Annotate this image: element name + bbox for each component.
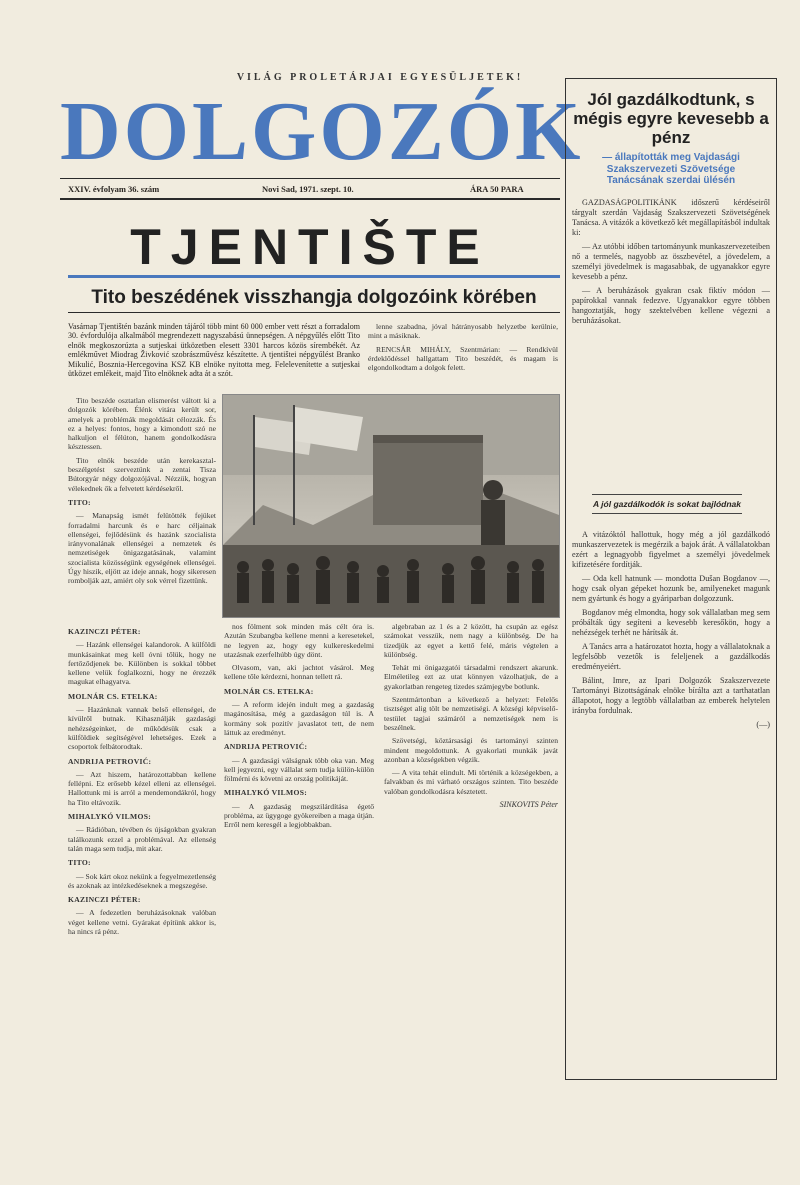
column-2-bottom xyxy=(224,622,374,834)
paragraph: — A beruházások gyakran csak fiktív módon — papírokkal vannak fedezve. Ugyanakkor egyre többen hangoztatják, hogy szektelvében kellene végezni a beruházásokat. xyxy=(572,286,770,325)
paragraph: Szövetségi, köztársasági és tartományi szinten mindent megoldottunk. A gyakorlati munkák javát azonban a községekben végzik. xyxy=(384,736,558,764)
header-rule-bottom xyxy=(60,198,560,200)
paragraph: — A gazdasági válságnak több oka van. Meg kell jegyezni, egy vállalat sem tudja külön-külön fölmérni és követni az ország politikáját. xyxy=(224,755,374,784)
speaker-name: TITO: xyxy=(68,497,91,507)
paragraph: Olvasom, van, aki jachtot vásárol. Meg kellene tőle kérdezni, honnan tellett rá. xyxy=(224,663,374,682)
speaker-name: ANDRIJA PETROVIĆ: xyxy=(224,742,308,752)
paragraph: — Azt hiszem, határozottabban kellene fellépni. Ez erősebb kézel elleni az ellenségei. Hallottunk mi is arról a mendemondákról, hogy ha Tito eltávozik. xyxy=(68,769,216,807)
paragraph: — Az utóbbi időben tartományunk munkaszervezeteiben nő a termelés, nagyobb az összbevétel, a jövedelem, a személyi jövedelmek is magasabbak, de ugyanakkor egyre kevesebb a pénz. xyxy=(572,242,770,281)
paragraph: — Manapság ismét felütötték fejüket forradalmi harcunk és e harc céljainak ellenségei, fejlődésünk és hazánk szocialista irányvonalának ellenségei a nemzetek és nemzetiségek önigazgatásának, valamint szocialista közösségünk egységének ellenségei. Úgy hiszik, eljött az ideje annak, hogy sikeresen rombolják azt, amiért oly sok vérrel fizettünk. xyxy=(68,511,216,586)
column-1-top xyxy=(68,396,216,590)
speaker-name: MIHALYKÓ VILMOS: xyxy=(224,788,308,798)
motto: VILÁG PROLETÁRJAI EGYESÜLJETEK! xyxy=(236,72,524,83)
speaker-name: ANDRIJA PETROVIĆ: xyxy=(68,756,152,766)
column-3-top xyxy=(368,322,558,376)
speaker-name: MIHALYKÓ VILMOS: xyxy=(68,812,152,822)
paragraph: — A fedezetlen beruházásoknak valóban véget kellene vetni. Gyárakat építünk akkor is, ha nincs rá pénz. xyxy=(68,908,216,937)
sidebar-subtitle: — állapították meg Vajdasági Szakszervezeti Szövetsége Tanácsának szerdai ülésén xyxy=(602,152,740,186)
paragraph: nos fölment sok minden más célt óra is. Azután Szubangba kellene menni a keresetekel, ne legyen az, hogy egy kulkereskedelmi utazásnak ezerfelhúbb úgy dönt. xyxy=(224,622,374,659)
column-1-bottom xyxy=(68,622,216,940)
paragraph: Bogdanov még elmondta, hogy sok vállalatban meg sem próbálták úgy segíteni a kevesebb keresőkön, hogy a nehézségek terhét ne hárítsák át. xyxy=(572,608,770,637)
paragraph: Bálint, Imre, az Ipari Dolgozók Szakszervezete Tartományi Bizottságának elnöke bírálta azt a tarthatatlan állapotot, hogy a legtöbb vállalatban az emberek helytelen irányba fordulnak. xyxy=(572,676,770,715)
sidebar-inset-heading: A jól gazdálkodók is sokat bajlódnak xyxy=(592,494,742,514)
masthead xyxy=(60,85,584,178)
headline: TJENTIŠTE xyxy=(130,219,490,275)
paragraph: — A reform idején indult meg a gazdaság magánosítása, még a gazdaságon túl is. A kormány sok pozitív javaslatot tett, de nem láttuk az eredményt. xyxy=(224,700,374,737)
paragraph: Tito elnök beszéde után kerekasztal-beszélgetést szerveztünk a zentai Tisza Bútorgyár négy dolgozójával. Nézzük, hogyan vélekednek ők a felvetett kérdésekről. xyxy=(68,455,216,493)
paragraph: Szentmártonban a következő a helyzet: Felelős tisztséget alig tölt be nemzetiségi. A községi képviselő-testület tagjai számáról a nemzetiségek nem is beszélnek. xyxy=(384,695,558,732)
sidebar-column-bottom xyxy=(572,530,770,1070)
speaker-name: KAZINCZI PÉTER: xyxy=(68,627,141,636)
issue-number: XXIV. évfolyam 36. szám xyxy=(68,184,160,194)
speaker-name: TITO: xyxy=(68,858,91,868)
author-signature: SINKOVITS Péter xyxy=(499,800,558,810)
paragraph: Tehát mi önigazgatói társadalmi rendszert akarunk. Elméletileg ezt az utat könnyen vázolhatjuk, de a gyakorlatban rengeteg tizedes számjegybe botlunk. xyxy=(384,663,558,691)
subheadline-rule xyxy=(68,312,560,313)
speaker-name: KAZINCZI PÉTER: xyxy=(68,895,141,905)
sidebar-title: Jól gazdálkodtunk, s mégis egyre kevesebb a pénz xyxy=(573,90,769,147)
paragraph: GAZDASÁGPOLITIKÁNK időszerű kérdéseiről tárgyalt szerdán Vajdaság Szakszervezeti Szövetségének Tanácsa. A vitázók a következő két megállapításból indultak ki: xyxy=(572,198,770,237)
speaker-name: MOLNÁR CS. ETELKA: xyxy=(224,686,314,696)
paragraph: A Tanács arra a határozatot hozta, hogy a vállalatoknak a legfelsőbb vezetők is feleljenek a gazdálkodás eredményeiért. xyxy=(572,642,770,671)
price: ÁRA 50 PARA xyxy=(470,184,524,194)
event-photo xyxy=(222,394,560,618)
headline-underline xyxy=(68,275,560,278)
paragraph: A vitázóktól hallottuk, hogy még a jól gazdálkodó munkaszervezetek is megérzik a bajok árát. A vállalatokban ezért a legnagyobb figyelmet a személyi jövedelmek kifizetésére fordítják. xyxy=(572,530,770,569)
paragraph: — Hazánknak vannak belső ellenségei, de kívülről butnak. Kihasználják gazdasági nehézségeinket, de működésük csak a külföldiek segítségével lehetséges. Ezek a csoportok felbátorodtak. xyxy=(68,705,216,752)
paragraph: — A vita tehát elindult. Mi történik a községekben, a falvakban és mi várható országos szinten. Tito beszéde valóban gondolkodásra késztetett. xyxy=(384,768,558,796)
paragraph: — Rádióban, tévében és újságokban gyakran találkozunk ezzel a problémával. Az ellenség talán maga sem tudja, mit akar. xyxy=(68,825,216,853)
photo-illustration xyxy=(223,395,559,617)
paragraph: — Hazánk ellenségei kalandorok. A külföldi munkásainkat meg kell óvni tőlük, hogy ne fertőződjenek be. Különben is sokkal többet kellene velük foglalkozni, hogy ne érezzék magukat elhagyatva. xyxy=(68,640,216,687)
paragraph: RENCSÁR MIHÁLY, Szentmárian: — Rendkívül érdeklődéssel hallgattam Tito beszédét, és magam is elgondolkodtam a dolgok felett. xyxy=(368,344,558,373)
paragraph: lenne szabadna, jóval hátrányosabb helyzetbe kerülnie, mint a másiknak. xyxy=(368,322,558,341)
speaker-name: MOLNÁR CS. ETELKA: xyxy=(68,691,158,701)
paragraph: algebraban az 1 és a 2 között, ha csupán az egész számokat vesszük, nem nagy a különbség. De ha tizedjük az egyet a kettő felé, máris végtelen a különbség. xyxy=(384,622,558,659)
intro-paragraph: Vasárnap Tjentištén bazánk minden tájáról több mint 60 000 ember vett részt a forradalom 30. évfordulója alkalmából megrendezett nagyszabású ünnepségen. A népgyűlés előtt Tito elnök megkoszorúzta a sutjeskai ütközetben elesett 3301 harcos közös sírembékét. Az emlékművet Miodrag Živković szobrászművész készítette. A tjentištei népgyűlést Branko Mikulić, Bosznia-Hercegovina KSZ KB elnöke nyitotta meg. Felelevenítette a sutjeskai ütközet emlékeit, majd Tito elnöknek adta át a szót. xyxy=(68,322,360,379)
masthead-title: DOLGOZÓK xyxy=(60,85,584,178)
paragraph: — Sok kárt okoz nekünk a fegyelmezetlenség és azoknak az intézkedéseknek a megszegése. xyxy=(68,871,216,890)
paragraph: — Oda kell hatnunk — mondotta Dušan Bogdanov —, hogy csak olyan gépeket hozunk be, amilyeneket magunk nem gyártunk és hogy a gyáriparban dolgozzunk. xyxy=(572,574,770,603)
subheadline: Tito beszédének visszhangja dolgozóink körében xyxy=(91,287,537,308)
header-rule-top xyxy=(60,178,560,179)
column-3-bottom xyxy=(384,622,558,813)
place-date: Novi Sad, 1971. szept. 10. xyxy=(262,184,354,194)
sidebar-signature: (—) xyxy=(756,720,770,729)
paragraph: — A gazdaság megszilárdítása égető probléma, az ügygoge gyökereiben a maga útján. Erről nem keresgél a legjobbakban. xyxy=(224,801,374,830)
sidebar-column-top xyxy=(572,198,770,488)
paragraph: Tito beszéde osztatlan elismerést váltott ki a dolgozók körében. Élénk vitára került sor, amelyek a problémák megoldását célozzák. És ez a helyes: fontos, hogy a kimondott szó ne halkuljon el félúton, hanem gondolkodásra késztessen. xyxy=(68,396,216,452)
